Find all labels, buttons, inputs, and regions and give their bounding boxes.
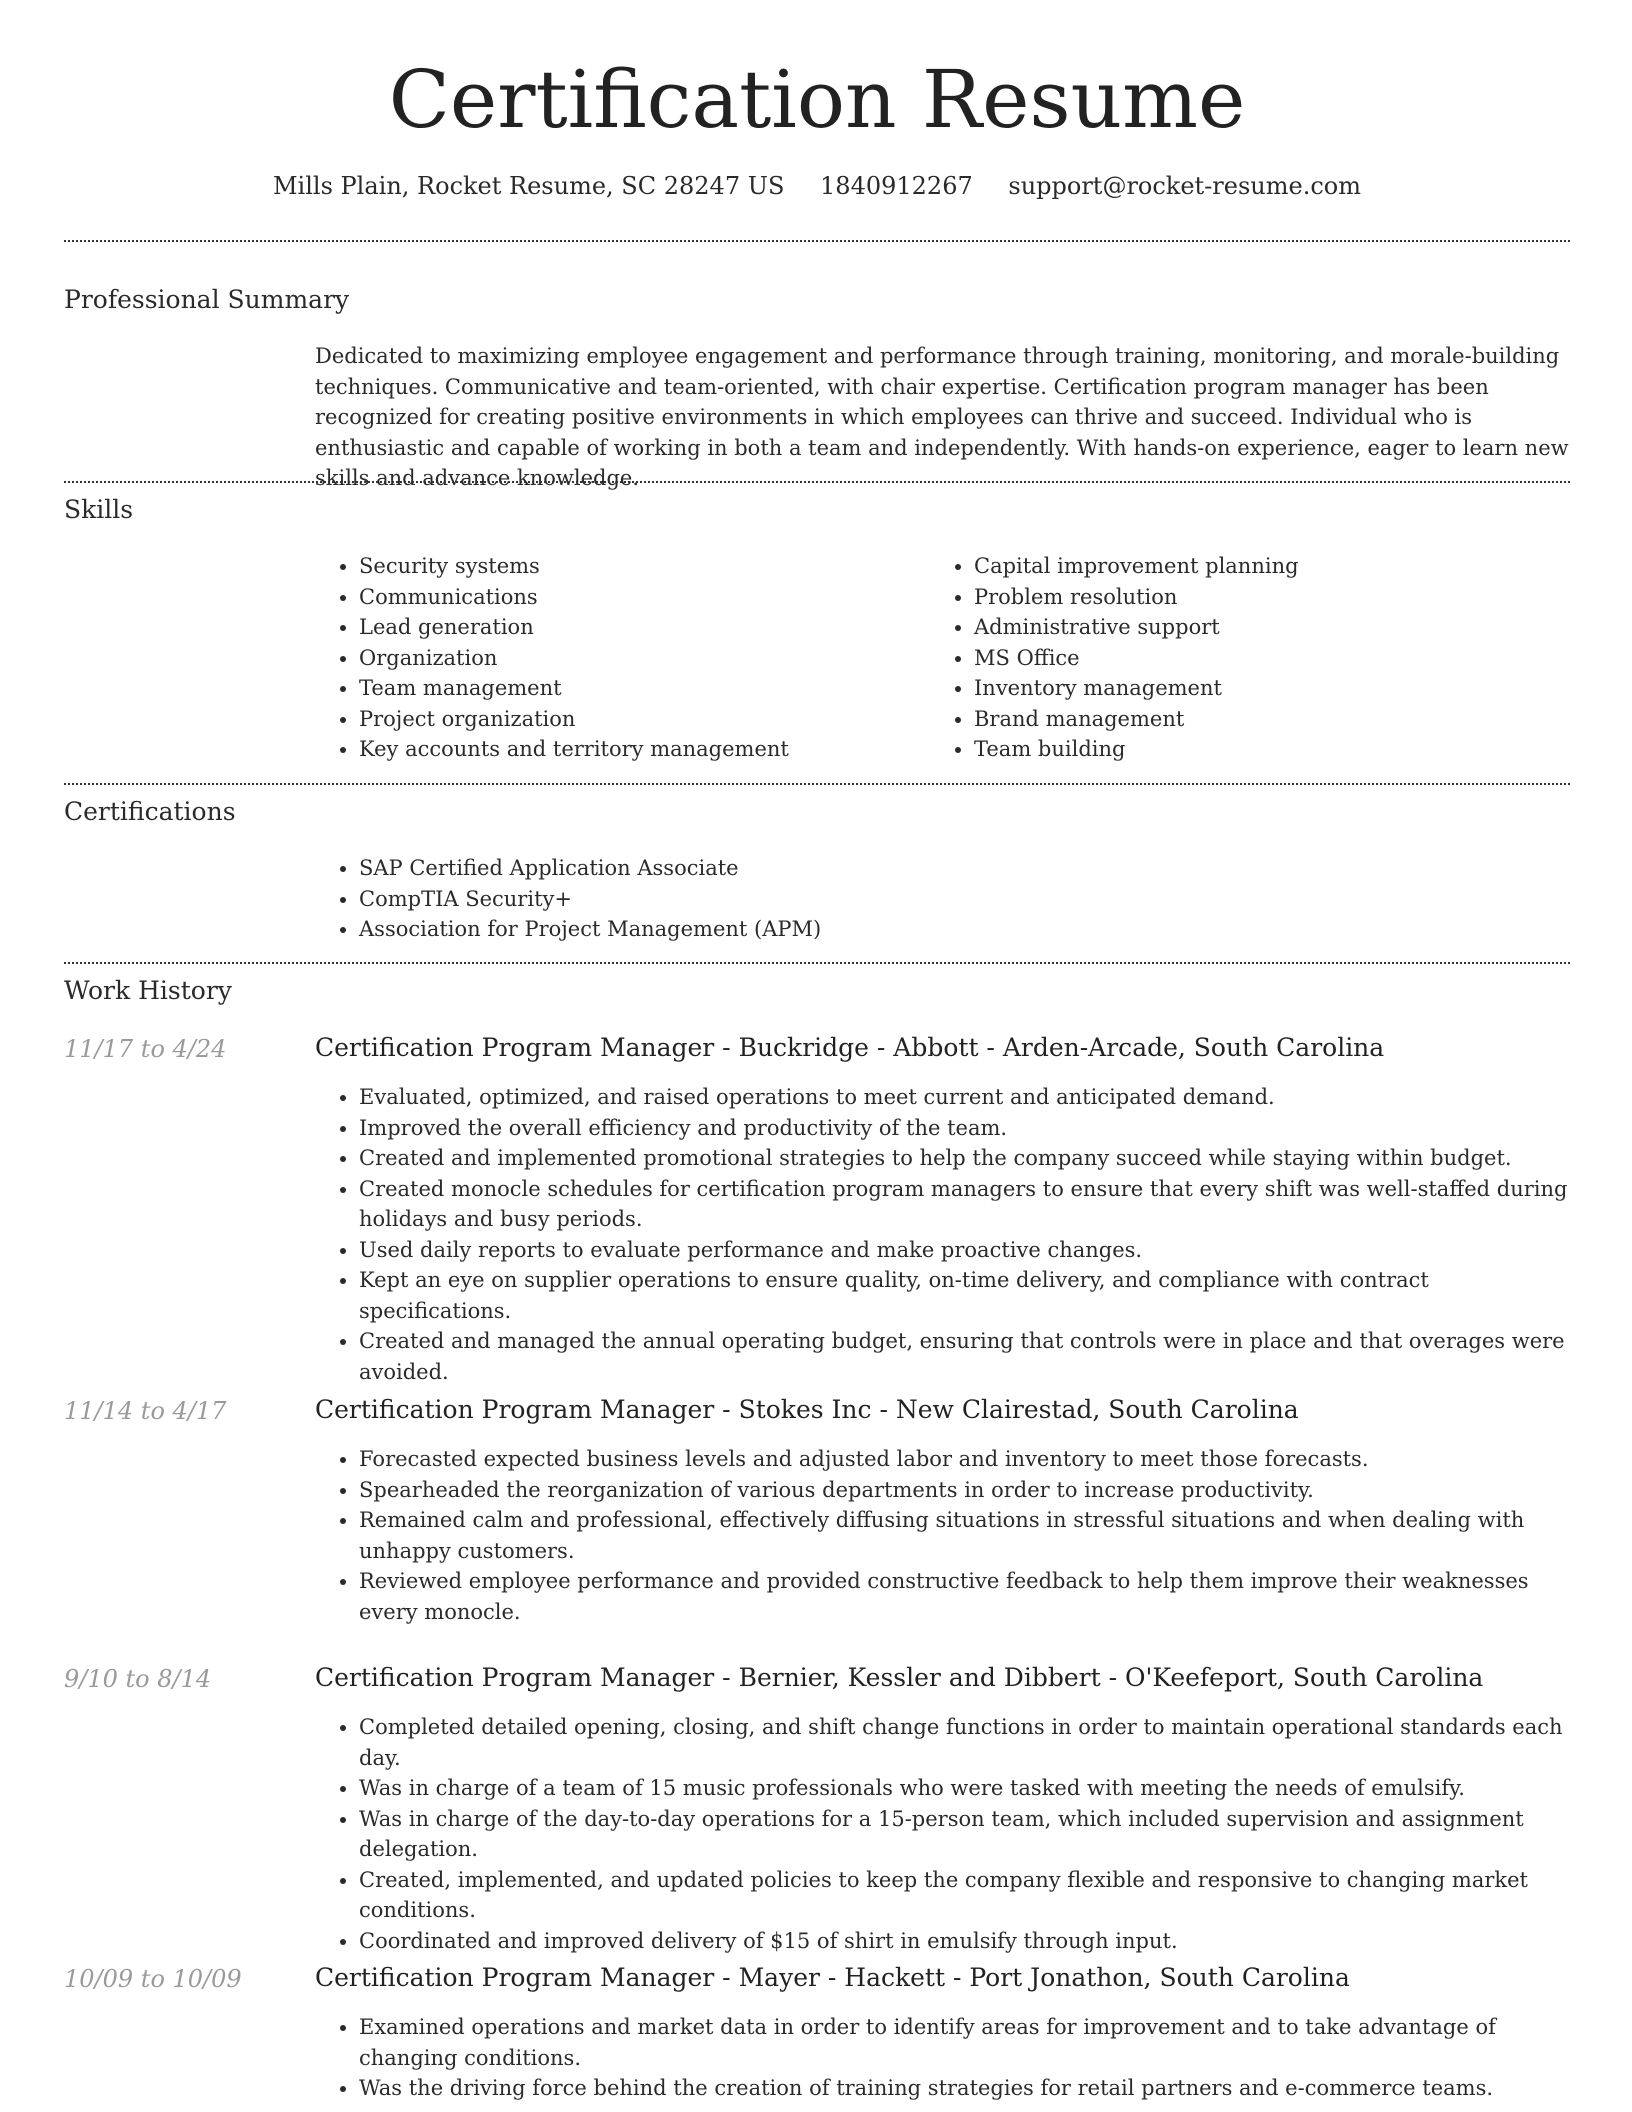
list-item: • Team building — [974, 734, 1570, 765]
job-title: Certification Program Manager - Mayer - Hackett - Port Jonathon, South Carolina — [315, 1963, 1350, 1992]
section-heading-skills: Skills — [64, 495, 134, 524]
resume-page — [64, 0, 1570, 2112]
list-item: • Forecasted expected business levels and adjusted labor and inventory to meet those forecasts. — [359, 1444, 1570, 1475]
job-bullets — [315, 1082, 1570, 1387]
job-bullets — [315, 1444, 1570, 1627]
list-item: • Spearheaded the reorganization of various departments in order to increase productivity. — [359, 1475, 1570, 1506]
list-item: • Created monocle schedules for certification program managers to ensure that every shift was well-staffed during holidays and busy periods. — [359, 1174, 1570, 1235]
list-item: • Completed detailed opening, closing, and shift change functions in order to maintain operational standards each day. — [359, 1712, 1570, 1773]
contact-phone: 1840912267 — [820, 172, 973, 200]
list-item: • SAP Certified Application Associate — [359, 853, 1559, 884]
list-item: • Was in charge of the day-to-day operations for a 15-person team, which included supervision and assignment delegation. — [359, 1804, 1570, 1865]
job-bullets — [315, 1712, 1570, 1956]
skills-list-right — [930, 551, 1570, 765]
list-item: • Security systems — [359, 551, 929, 582]
section-divider — [64, 783, 1570, 785]
resume-name: Certification Resume — [388, 53, 1246, 146]
list-item: • MS Office — [974, 643, 1570, 674]
contact-address: Mills Plain, Rocket Resume, SC 28247 US — [272, 172, 785, 200]
list-item: • Association for Project Management (APM) — [359, 914, 1559, 945]
job-dates: 10/09 to 10/09 — [64, 1965, 242, 1993]
list-item: • Brand management — [974, 704, 1570, 735]
list-item: • Team management — [359, 673, 929, 704]
list-item: • Remained calm and professional, effectively diffusing situations in stressful situations and when dealing with unhappy customers. — [359, 1505, 1570, 1566]
contact-line — [64, 171, 1570, 201]
job-bullets — [315, 2012, 1570, 2104]
list-item: • Problem resolution — [974, 582, 1570, 613]
list-item: • Kept an eye on supplier operations to ensure quality, on-time delivery, and compliance with contract specifications. — [359, 1265, 1570, 1326]
list-item: • Was in charge of a team of 15 music professionals who were tasked with meeting the needs of emulsify. — [359, 1773, 1570, 1804]
list-item: • Lead generation — [359, 612, 929, 643]
section-heading-summary: Professional Summary — [64, 285, 350, 314]
job-dates: 9/10 to 8/14 — [64, 1665, 212, 1693]
list-item: • Coordinated and improved delivery of $15 of shirt in emulsify through input. — [359, 1926, 1570, 1957]
skills-list-left — [315, 551, 929, 765]
summary-text: Dedicated to maximizing employee engagement and performance through training, monitoring, and morale-building techniques. Communicative and team-oriented, with chair expertise. Certification program manager has been recognized for creating positive environments in which employees can thrive and succeed. Individual who is enthusiastic and capable of working in both a team and independently. With hands-on experience, eager to learn new skills and advance knowledge. — [315, 344, 1569, 490]
job-dates: 11/17 to 4/24 — [64, 1035, 227, 1063]
list-item: • Project organization — [359, 704, 929, 735]
list-item: • Created, implemented, and updated policies to keep the company flexible and responsive to changing market conditions. — [359, 1865, 1570, 1926]
job-title: Certification Program Manager - Bernier, Kessler and Dibbert - O'Keefeport, South Carolina — [315, 1663, 1484, 1692]
list-item: • Improved the overall efficiency and productivity of the team. — [359, 1113, 1570, 1144]
job-title: Certification Program Manager - Buckridge - Abbott - Arden-Arcade, South Carolina — [315, 1033, 1385, 1062]
list-item: • Key accounts and territory management — [359, 734, 929, 765]
list-item: • Was the driving force behind the creation of training strategies for retail partners and e-commerce teams. — [359, 2073, 1570, 2104]
list-item: • Capital improvement planning — [974, 551, 1570, 582]
list-item: • Created and managed the annual operating budget, ensuring that controls were in place and that overages were avoided. — [359, 1326, 1570, 1387]
section-divider — [64, 481, 1570, 483]
section-divider — [64, 240, 1570, 242]
section-heading-certifications: Certifications — [64, 797, 236, 826]
list-item: • Communications — [359, 582, 929, 613]
list-item: • Examined operations and market data in order to identify areas for improvement and to take advantage of changing conditions. — [359, 2012, 1570, 2073]
certifications-list — [315, 853, 1559, 945]
section-divider — [64, 962, 1570, 964]
list-item: • Evaluated, optimized, and raised operations to meet current and anticipated demand. — [359, 1082, 1570, 1113]
list-item: • Created and implemented promotional strategies to help the company succeed while staying within budget. — [359, 1143, 1570, 1174]
list-item: • Reviewed employee performance and provided constructive feedback to help them improve their weaknesses every monocle. — [359, 1566, 1570, 1627]
list-item: • CompTIA Security+ — [359, 884, 1559, 915]
list-item: • Organization — [359, 643, 929, 674]
job-dates: 11/14 to 4/17 — [64, 1397, 227, 1425]
section-heading-work-history: Work History — [64, 976, 232, 1005]
contact-email: support@rocket-resume.com — [1008, 172, 1361, 200]
job-title: Certification Program Manager - Stokes Inc - New Clairestad, South Carolina — [315, 1395, 1299, 1424]
list-item: • Inventory management — [974, 673, 1570, 704]
list-item: • Administrative support — [974, 612, 1570, 643]
list-item: • Used daily reports to evaluate performance and make proactive changes. — [359, 1235, 1570, 1266]
